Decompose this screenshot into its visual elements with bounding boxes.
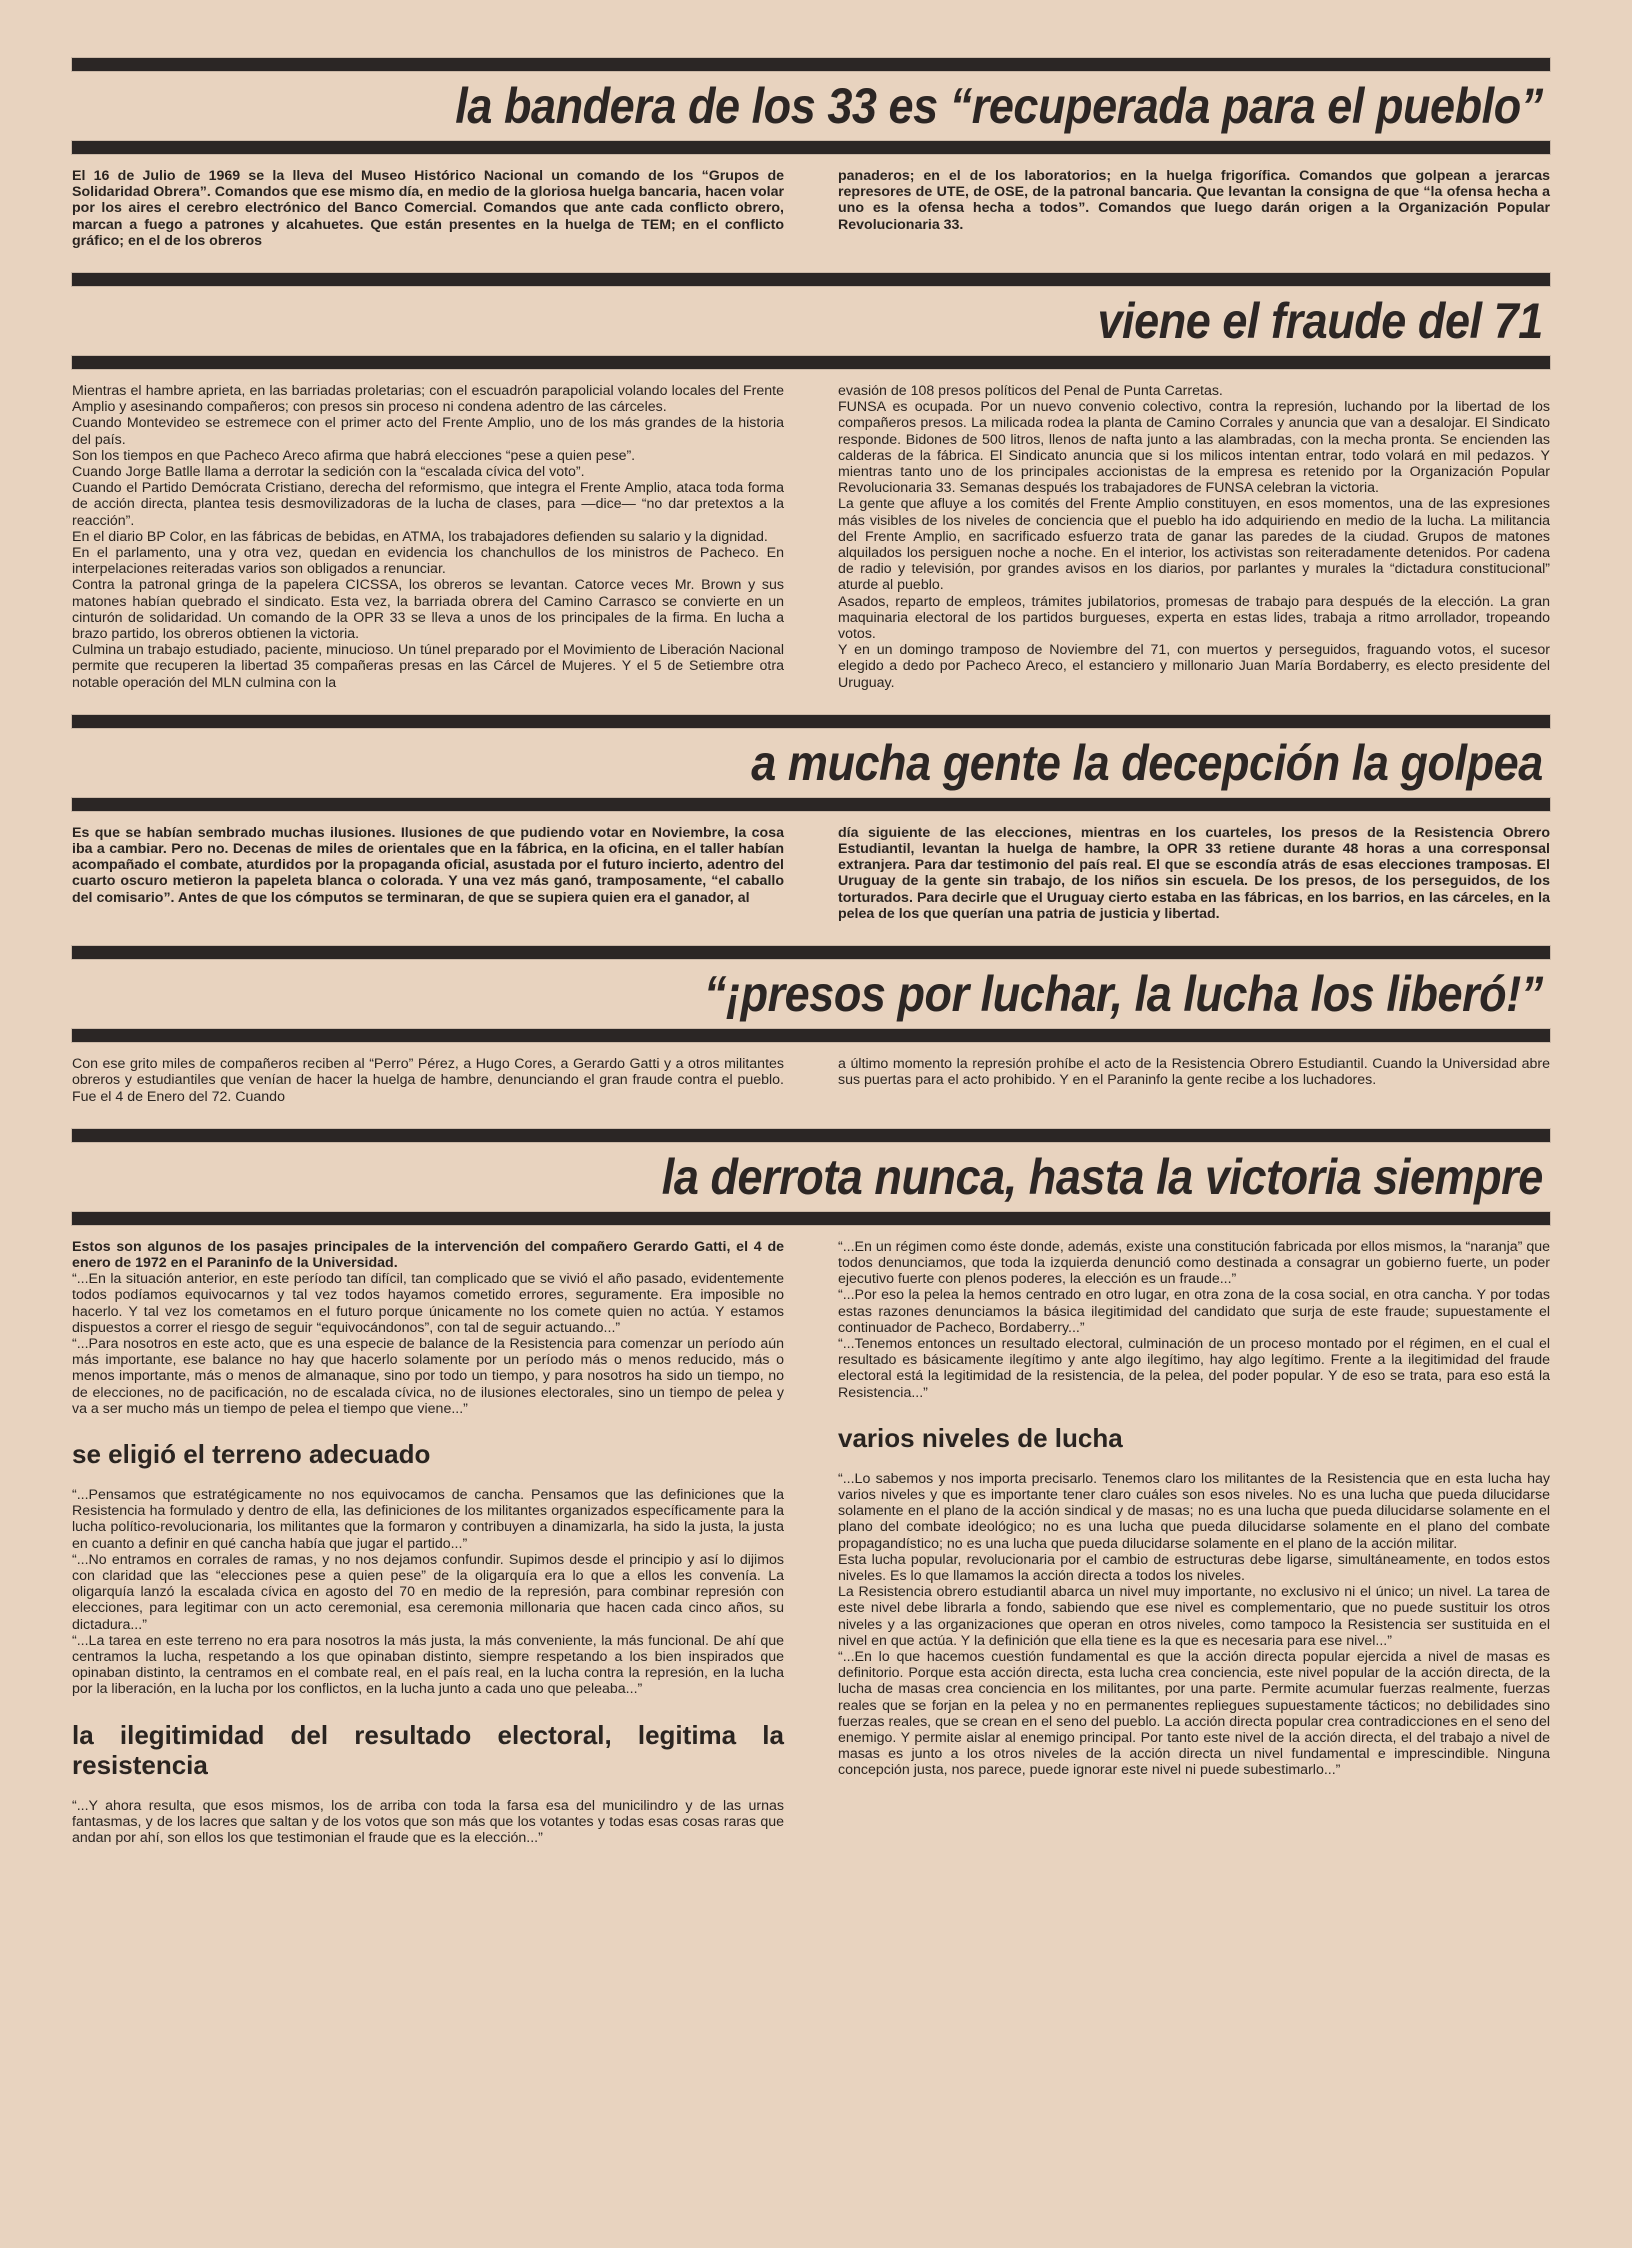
paragraph: “...En la situación anterior, en este período tan difícil, tan complicado que se vivió el año pasado, evidentemente todos podíamos equivocarnos y tal vez todos hayamos cometido errores, seguramente. Era imposible no hacerlo. Y tal vez los cometamos en el futuro porque únicamente no los comete quien no actúa. Y estamos dispuestos a correr el riesgo de seguir “equivocándonos”, con tal de seguir actuando...”	[72, 1271, 784, 1336]
paragraph: La gente que afluye a los comités del Frente Amplio constituyen, en esos momentos, una de las expresiones más visibles de los niveles de conciencia que el pueblo ha ido adquiriendo en medio de la lucha. La militancia del Frente Amplio, en sacrificado esfuerzo trata de ganar las paredes de la ciudad. Grupos de matones alquilados los persiguen noche a noche. En el interior, los activistas son reiteradamente detenidos. Por cadena de radio y televisión, por grandes avisos en los diarios, por parlantes y murales la “dictadura constitucional” aturde al pueblo.	[838, 496, 1550, 594]
rule-top	[72, 946, 1550, 959]
rule-bottom	[72, 1212, 1550, 1225]
paragraph: “...Y ahora resulta, que esos mismos, los de arriba con toda la farsa esa del municilindro y de las urnas fantasmas, y de los lacres que saltan y de los votos que son más que los votantes y todas esas cosas raras que andan por ahí, son ellos los que testimonian el fraude que es la elección...”	[72, 1797, 784, 1846]
column-right: panaderos; en el de los laboratorios; en la huelga frigorífica. Comandos que golpean a jerarcas represores de UTE, de OSE, de la patronal bancaria. Que levantan la consigna de que “la ofensa hecha a uno es la ofensa hecha a todos”. Comandos que luego darán origen a la Organización Popular Revolucionaria 33.	[838, 168, 1550, 233]
headline-derrota: la derrota nunca, hasta la victoria siempre	[661, 1148, 1543, 1205]
columns	[72, 825, 1550, 922]
paragraph: Cuando el Partido Demócrata Cristiano, derecha del reformismo, que integra el Frente Amplio, ataca toda forma de acción directa, plantea tesis desmovilizadoras de la lucha de clases, para —dice— “no dar pretextos a la reacción”.	[72, 480, 784, 529]
paragraph: Son los tiempos en que Pacheco Areco afirma que habrá elecciones “pese a quien pese”.	[72, 447, 636, 464]
columns	[72, 383, 1550, 691]
paragraph: “...Lo sabemos y nos importa precisarlo. Tenemos claro los militantes de la Resistencia que en esta lucha hay varios niveles y que es importante tener claro cuáles son esos niveles. No es una lucha que pueda dilucidarse solamente en el plano de la acción sindical y de masas; no es una lucha que pueda dilucidarse solamente en el plano del combate ideológico; no es una lucha que pueda dilucidarse solamente en el plano del combate propagandístico; no es una lucha que pueda dilucidarse solamente en el plano de la acción militar.	[838, 1470, 1550, 1552]
headline-presos: “¡presos por luchar, la lucha los liberó!”	[703, 966, 1543, 1023]
columns	[72, 168, 1550, 249]
paragraph: En el diario BP Color, en las fábricas de bebidas, en ATMA, los trabajadores defienden su salario y la dignidad.	[72, 528, 768, 545]
paragraph: “...Pensamos que estratégicamente no nos equivocamos de cancha. Pensamos que las definiciones que la Resistencia ha formulado y dentro de ella, las definiciones de los militantes organizados específicamente para la lucha político-revolucionaria, los militantes que la formaron y contribuyen a dinamizarla, ha sido la justa, la justa en cuanto a definir en qué cancha había que jugar el partido...”	[72, 1486, 784, 1552]
rule-top	[72, 1129, 1550, 1142]
paragraph: Esta lucha popular, revolucionaria por el cambio de estructuras debe ligarse, simultáneamente, en todos estos niveles. Es lo que llamamos la acción directa a todos los niveles.	[838, 1551, 1550, 1584]
newspaper-page	[72, 58, 1550, 2208]
paragraph: “...En lo que hacemos cuestión fundamental es que la acción directa popular ejercida a nivel de masas es definitorio. Porque esta acción directa, esta lucha crea conciencia, este nivel popular de la acción directa, de la lucha de masas crea conciencia en los militantes, por una parte. Permite acumular fuerzas realmente, fuerzas reales que se forjan en la pelea y no en permanentes repliegues supuestamente tácticos; no debilidades sino fuerzas reales, que se crean en el seno del pueblo. La acción directa popular crea contradicciones en el seno del enemigo. Y permite aislar al enemigo principal. Por tanto este nivel de la acción directa, el del trabajo a nivel de masas es junto a los otros niveles de la acción directa un nivel fundamental e imprescindible. Ninguna concepción justa, nos parece, puede ignorar este nivel ni puede subestimarlo...”	[838, 1648, 1550, 1779]
columns	[72, 1056, 1550, 1105]
paragraph: Mientras el hambre aprieta, en las barriadas proletarias; con el escuadrón parapolicial volando locales del Frente Amplio y asesinando compañeros; con presos sin proceso ni condena adentro de las cárceles.	[72, 383, 784, 416]
subheading-niveles: varios niveles de lucha	[838, 1422, 1123, 1453]
column-right: a último momento la represión prohíbe el acto de la Resistencia Obrero Estudiantil. Cuando la Universidad abre sus puertas para el acto prohibido. Y en el Paraninfo la gente recibe a los luchadores.	[838, 1056, 1550, 1089]
paragraph: Cuando Jorge Batlle llama a derrotar la sedición con la “escalada cívica del voto”.	[72, 464, 585, 481]
section-presos	[72, 946, 1550, 1105]
paragraph: “...Por eso la pelea la hemos centrado en otro lugar, en otra zona de la cosa social, en otra cancha. Y por todas estas razones denunciamos la básica ilegitimidad del candidato que surja de este fraude; supuestamente el continuador de Pacheco, Bordaberry...”	[838, 1287, 1550, 1336]
paragraph: Y en un domingo tramposo de Noviembre del 71, con muertos y perseguidos, fraguando votos, el sucesor elegido a dedo por Pacheco Areco, el estanciero y millonario Juan María Bordaberry, es electo presidente del Uruguay.	[838, 642, 1550, 691]
rule-top	[72, 715, 1550, 728]
paragraph: evasión de 108 presos políticos del Penal de Punta Carretas.	[838, 383, 1223, 400]
intro: Estos son algunos de los pasajes principales de la intervención del compañero Gerardo Gatti, el 4 de enero de 1972 en el Paraninfo de la Universidad.	[72, 1238, 784, 1271]
column-right: día siguiente de las elecciones, mientras en los cuarteles, los presos de la Resistencia Obrero Estudiantil, levantan la huelga de hambre, la OPR 33 retiene durante 48 horas a una corresponsal extranjera. Para dar testimonio del país real. El que se escondía atrás de esas elecciones tramposas. El Uruguay de la gente sin trabajo, de los niños sin escuela. De los presos, de los perseguidos, de los torturados. Para decirle que el Uruguay cierto estaba en las fábricas, en los barrios, en las cárceles, en la pelea de los que querían una patria de justicia y libertad.	[838, 824, 1550, 922]
paragraph: “...Para nosotros en este acto, que es una especie de balance de la Resistencia para comenzar un período aún más importante, ese balance no hay que hacerlo solamente por un período más o menos reducido, más o menos importante, más o menos de almanaque, sino por todo un tiempo, y para nosotros ha sido un tiempo, no de elecciones, no de pacificación, no de escalada cívica, no de ilusiones electorales, sino un tiempo de pelea y va a ser mucho más un tiempo de pelea el tiempo que viene...”	[72, 1335, 784, 1417]
paragraph: La Resistencia obrero estudiantil abarca un nivel muy importante, no exclusivo ni el único; un nivel. La tarea de este nivel debe librarla a fondo, sabiendo que ese nivel es complementario, que no puede sustituir los otros niveles y a las organizaciones que operan en otros niveles, como tampoco la Resistencia ser sustituida en el nivel en que actúa. Y la definición que ella tiene es la que es necesaria para ese nivel...”	[838, 1584, 1550, 1649]
column-left: El 16 de Julio de 1969 se la lleva del Museo Histórico Nacional un comando de los “Grupos de Solidaridad Obrera”. Comandos que ese mismo día, en medio de la gloriosa huelga bancaria, hacen volar por los aires el cerebro electrónico del Banco Comercial. Comandos que ante cada conflicto obrero, marcan a fuego a patrones y alcahuetes. Que están presentes en la huelga de TEM; en el conflicto gráfico; en el de los obreros	[72, 168, 784, 249]
columns	[72, 1239, 1550, 1846]
rule-bottom	[72, 1029, 1550, 1042]
rule-top	[72, 273, 1550, 286]
paragraph: “...En un régimen como éste donde, además, existe una constitución fabricada por ellos mismos, la “naranja” que todos denunciamos, que toda la izquierda denunció como destinada a consagrar un gobierno fuerte, un poder ejecutivo fuerte con plenos poderes, la elección es un fraude...”	[838, 1238, 1550, 1288]
section-fraude	[72, 273, 1550, 691]
paragraph: En el parlamento, una y otra vez, quedan en evidencia los chanchullos de los ministros de Pacheco. En interpelaciones reiteradas varios son obligados a renunciar.	[72, 545, 784, 578]
paragraph: “...La tarea en este terreno no era para nosotros la más justa, la más conveniente, la más funcional. De ahí que centramos la lucha, respetando a los que opinaban distinto, siempre respetando a los bien inspirados que opinaban distinto, la centramos en el combate real, en el país real, en la lucha contra la represión, en la lucha por la liberación, en la lucha por los conflictos, en la lucha junto a cada uno que peleaba...”	[72, 1632, 784, 1698]
section-decepcion	[72, 715, 1550, 922]
rule-bottom	[72, 141, 1550, 154]
paragraph: FUNSA es ocupada. Por un nuevo convenio colectivo, contra la represión, luchando por la libertad de los compañeros presos. La milicada rodea la planta de Camino Corrales y anuncia que van a desalojar. El Sindicato responde. Bidones de 500 litros, llenos de nafta junto a las alambradas, con la mecha pronta. Se encienden las calderas de la fábrica. El Sindicato anuncia que si los milicos intentan entrar, todo volará en mil pedazos. Y mientras tanto uno de los principales accionistas de la empresa es retenido por la Organización Popular Revolucionaria 33. Semanas después los trabajadores de FUNSA celebran la victoria.	[838, 399, 1550, 497]
column-right	[838, 1239, 1550, 1846]
rule-bottom	[72, 356, 1550, 369]
section-derrota	[72, 1129, 1550, 1846]
paragraph: “...No entramos en corrales de ramas, y no nos dejamos confundir. Supimos desde el principio y así lo dijimos con claridad que las “elecciones pese a quien pese” de la oligarquía era lo que a ellos les convenía. La oligarquía lanzó la escalada cívica en agosto del 70 en medio de la represión, para combinar represión con elecciones, para legitimar con un acto ceremonial, esa ceremonia millonaria que hacen cada cinco años, su dictadura...”	[72, 1551, 784, 1633]
paragraph: Cuando Montevideo se estremece con el primer acto del Frente Amplio, uno de los más grandes de la historia del país.	[72, 415, 784, 448]
column-left: Es que se habían sembrado muchas ilusiones. Ilusiones de que pudiendo votar en Noviembre, la cosa iba a cambiar. Pero no. Decenas de miles de orientales que en la fábrica, en la oficina, en el taller habían acompañado el combate, aturdidos por la propaganda oficial, asustada por el futuro incierto, adentro del cuarto oscuro metieron la papeleta blanca o colorada. Y una vez más ganó, tramposamente, “el caballo del comisario”. Antes de que los cómputos se terminaran, de que se supiera quien era el ganador, al	[72, 824, 784, 906]
subheading-ilegitimidad: la ilegitimidad del resultado electoral, legitima la resistencia	[72, 1719, 784, 1780]
paragraph: Culmina un trabajo estudiado, paciente, minucioso. Un túnel preparado por el Movimiento de Liberación Nacional permite que recuperen la libertad 35 compañeras presas en las Cárcel de Mujeres. Y el 5 de Setiembre otra notable operación del MLN culmina con la	[72, 642, 784, 691]
headline-fraude: viene el fraude del 71	[1097, 293, 1543, 350]
headline-bandera: la bandera de los 33 es “recuperada para el pueblo”	[455, 78, 1543, 134]
rule-top	[72, 58, 1550, 71]
column-left	[72, 1239, 784, 1846]
headline-decepcion: a mucha gente la decepción la golpea	[751, 734, 1543, 791]
rule-bottom	[72, 798, 1550, 811]
column-left	[72, 383, 784, 691]
column-left: Con ese grito miles de compañeros reciben al “Perro” Pérez, a Hugo Cores, a Gerardo Gatti y a otros militantes obreros y estudiantiles que venían de hacer la huelga de hambre, denunciando el gran fraude contra el pueblo. Fue el 4 de Enero del 72. Cuando	[72, 1056, 784, 1105]
section-bandera	[72, 58, 1550, 249]
subheading-terreno: se eligió el terreno adecuado	[72, 1438, 431, 1469]
paragraph: Asados, reparto de empleos, trámites jubilatorios, promesas de trabajo para después de la elección. La gran maquinaria electoral de los partidos burgueses, experta en estas lides, trabaja a ritmo arrollador, tropeando votos.	[838, 593, 1550, 643]
paragraph: Contra la patronal gringa de la papelera CICSSA, los obreros se levantan. Catorce veces Mr. Brown y sus matones habían quebrado el sindicato. Esta vez, la barriada obrera del Camino Carrasco se convierte en un cinturón de solidaridad. Un comando de la OPR 33 se lleva a unos de los principales de la firma. En lucha a brazo partido, los obreros obtienen la victoria.	[72, 577, 784, 643]
paragraph: “...Tenemos entonces un resultado electoral, culminación de un proceso montado por el régimen, en el cual el resultado es básicamente ilegítimo y ante algo ilegítimo, hay algo legítimo. Frente a la ilegitimidad del fraude electoral está la legitimidad de la resistencia, de la pelea, del poder popular. Y de eso se trata, para eso está la Resistencia...”	[838, 1335, 1550, 1401]
column-right	[838, 383, 1550, 691]
